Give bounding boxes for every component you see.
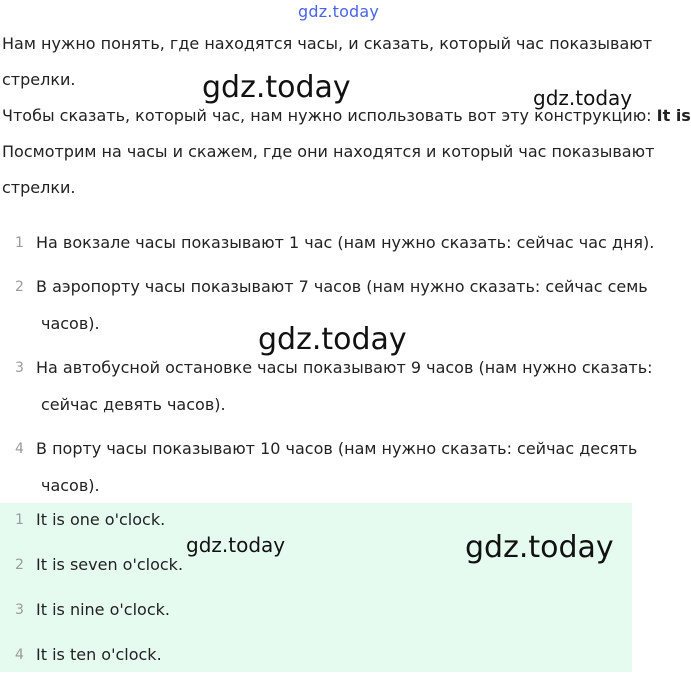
list-item-text: На вокзале часы показывают 1 час (нам нужно сказать: сейчас час дня). xyxy=(36,233,655,252)
instruction-paragraph-line-1: Посмотрим на часы и скажем, где они находятся и который час показывают xyxy=(2,142,655,161)
answer-number: 1 xyxy=(15,512,24,528)
list-number: 1 xyxy=(15,235,24,251)
list-item-text: В аэропорту часы показывают 7 часов (нам нужно сказать: сейчас семь xyxy=(36,277,648,296)
answer-number: 4 xyxy=(15,647,24,663)
list-number: 2 xyxy=(15,279,24,295)
instruction-paragraph-line-2: стрелки. xyxy=(2,178,76,197)
answer-text: It is one o'clock. xyxy=(36,510,166,529)
list-item-text-continued: сейчас девять часов). xyxy=(41,395,226,414)
list-item-text-continued: часов). xyxy=(41,476,100,495)
list-number: 3 xyxy=(15,360,24,376)
answer-text: It is nine o'clock. xyxy=(36,600,170,619)
construction-text: Чтобы сказать, который час, нам нужно использовать вот эту конструкцию: xyxy=(2,106,657,125)
answer-number: 2 xyxy=(15,557,24,573)
intro-paragraph-line-1: Нам нужно понять, где находятся часы, и сказать, который час показывают xyxy=(2,34,653,53)
watermark: gdz.today xyxy=(533,86,633,110)
list-item-text: На автобусной остановке часы показывают 9 часов (нам нужно сказать: xyxy=(36,358,653,377)
list-number: 4 xyxy=(15,441,24,457)
watermark: gdz.today xyxy=(465,530,614,565)
intro-paragraph-line-2: стрелки. xyxy=(2,70,76,89)
construction-bold: It is xyxy=(656,106,691,125)
answer-number: 3 xyxy=(15,602,24,618)
answer-text: It is ten o'clock. xyxy=(36,645,162,664)
list-item-text: В порту часы показывают 10 часов (нам нужно сказать: сейчас десять xyxy=(36,439,638,458)
list-item-text-continued: часов). xyxy=(41,314,100,333)
watermark: gdz.today xyxy=(202,70,351,105)
answer-text: It is seven o'clock. xyxy=(36,555,184,574)
header-watermark: gdz.today xyxy=(298,2,380,21)
watermark: gdz.today xyxy=(186,533,286,557)
watermark: gdz.today xyxy=(258,322,407,357)
